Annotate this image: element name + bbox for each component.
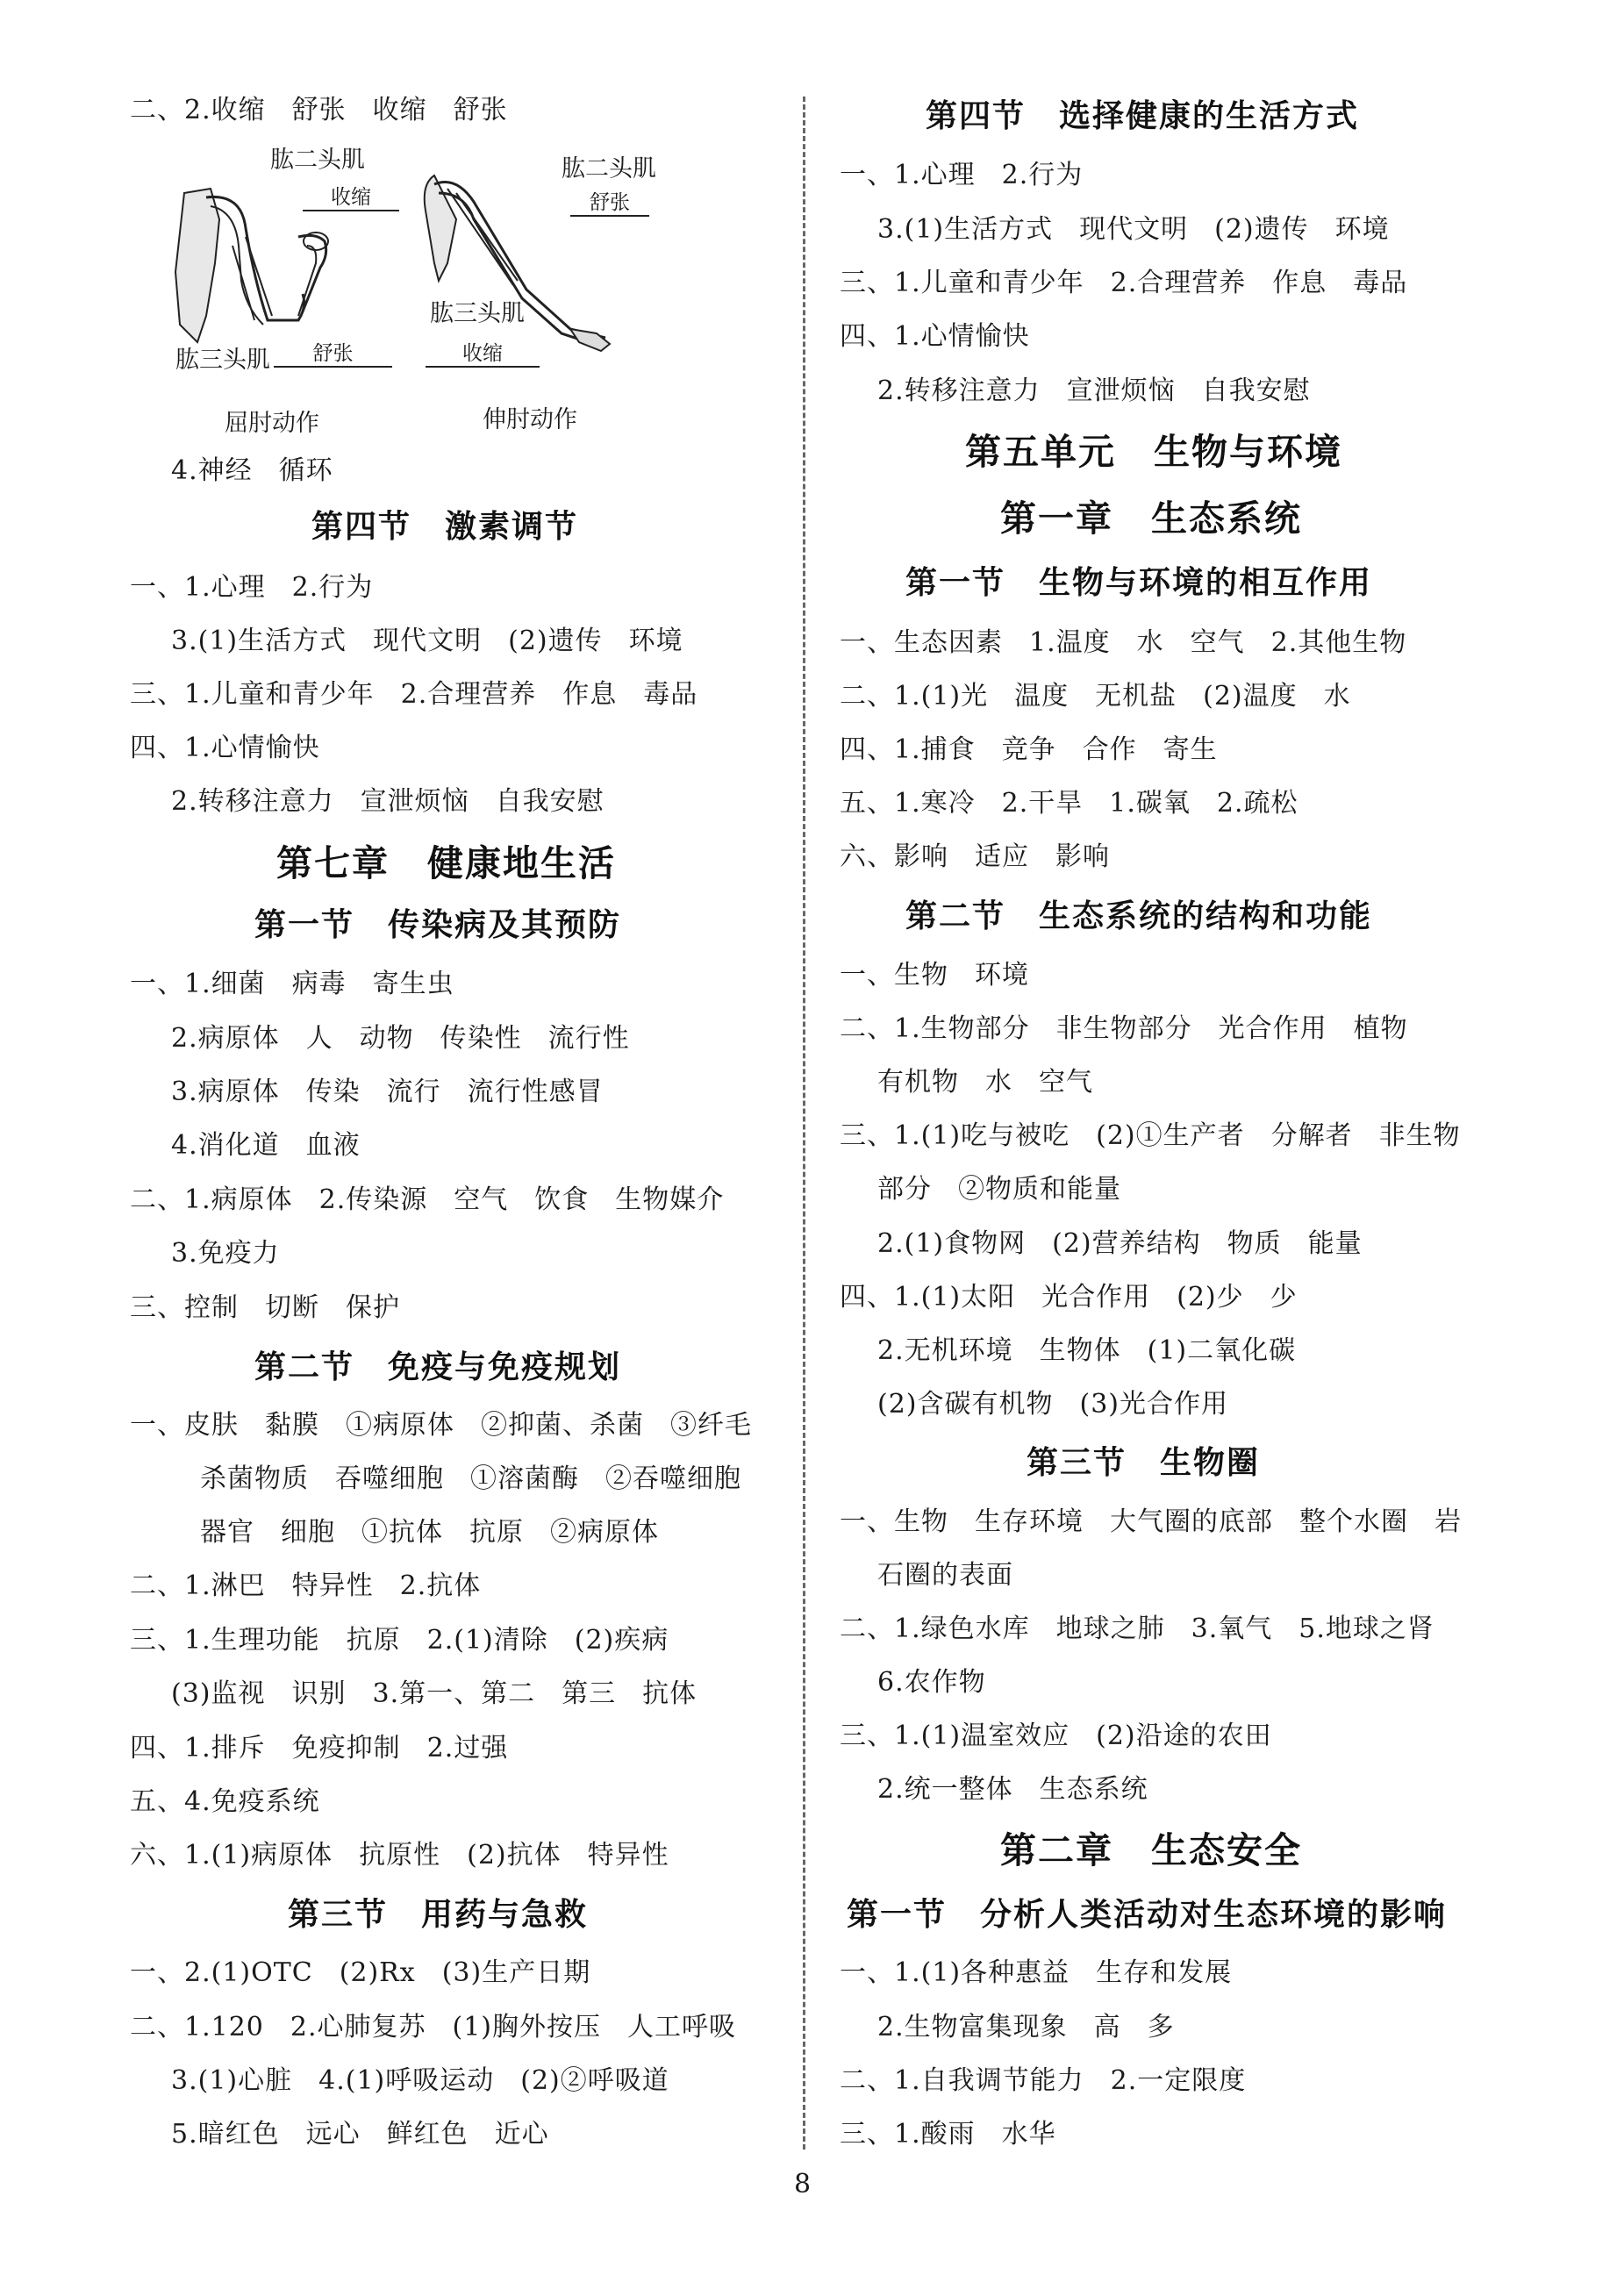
column-divider xyxy=(803,97,805,2150)
answer-item: 能量 xyxy=(1307,1228,1363,1259)
answer-item: 2.生物富集现象 xyxy=(877,2012,1068,2042)
chapter-heading: 第一章 生态系统 xyxy=(1000,497,1302,540)
answer-item: 1.心情愉快 xyxy=(184,733,320,763)
answer-item: 免疫抑制 xyxy=(291,1733,401,1763)
line-prefix: 三、 xyxy=(130,1625,184,1656)
answer-item: 3.(1)生活方式 xyxy=(171,626,347,656)
answer-item: 1.心情愉快 xyxy=(894,321,1030,352)
answer-item: 细胞 xyxy=(281,1517,335,1548)
answer-item: 2.收缩 xyxy=(184,95,266,125)
answer-item: 生物媒介 xyxy=(615,1184,725,1215)
answer-item: 吞噬细胞 xyxy=(335,1463,444,1494)
answer-item: 抗体 xyxy=(642,1678,698,1709)
answer-item: 器官 xyxy=(200,1517,254,1548)
answer-item: 收缩 xyxy=(372,95,427,125)
answer-item: 2.干旱 xyxy=(1001,788,1084,819)
answer-item: 抗原 xyxy=(346,1625,401,1656)
answer-item: 温度 xyxy=(1014,681,1070,712)
answer-line xyxy=(171,1020,630,1057)
answer-item: 水 xyxy=(1323,681,1351,712)
answer-line xyxy=(877,2009,1175,2046)
answer-item: 环境 xyxy=(1334,214,1390,245)
answer-item: 自我安慰 xyxy=(495,786,605,817)
answer-item: 2.(1)OTC xyxy=(184,1957,313,1988)
answer-item: 生物体 xyxy=(1039,1335,1121,1366)
section-heading: 第二节 免疫与免疫规划 xyxy=(254,1349,622,1385)
answer-item: (2)②呼吸道 xyxy=(520,2065,669,2096)
answer-item: 2.转移注意力 xyxy=(877,376,1041,406)
answer-item: 非生物 xyxy=(1378,1120,1461,1151)
answer-item: 杀菌物质 xyxy=(200,1463,309,1494)
answer-item: 现代文明 xyxy=(1079,214,1189,245)
answer-line xyxy=(171,1235,280,1272)
answer-line xyxy=(130,1730,508,1767)
answer-item: (2)少 xyxy=(1177,1282,1244,1313)
answer-item: 1.捕食 xyxy=(894,734,976,765)
answer-item: 5.地球之肾 xyxy=(1298,1613,1434,1644)
line-prefix: 三、 xyxy=(840,1120,894,1151)
line-prefix: 一、 xyxy=(840,627,894,658)
answer-item: 皮肤 xyxy=(184,1410,239,1441)
answer-item: 2.疏松 xyxy=(1216,788,1298,819)
answer-item: 饮食 xyxy=(534,1184,590,1215)
line-prefix: 二、 xyxy=(130,1184,184,1215)
answer-item: 舒张 xyxy=(453,95,508,125)
answer-item: 生态因素 xyxy=(894,627,1003,658)
answer-item: 生物 xyxy=(894,1506,948,1537)
answer-line xyxy=(840,1279,1298,1316)
answer-item: 1.碳氧 xyxy=(1109,788,1191,819)
flexion-arm-drawing xyxy=(175,189,328,342)
answer-item: 1.(1)吃与被吃 xyxy=(894,1120,1070,1151)
line-prefix: 一、 xyxy=(840,160,894,190)
answer-item: 光合作用 xyxy=(1218,1013,1327,1044)
answer-item: 3.免疫力 xyxy=(171,1238,280,1269)
answer-item: (2)疾病 xyxy=(574,1625,669,1656)
answer-item: ①病原体 xyxy=(346,1410,454,1441)
answer-line xyxy=(877,1557,1013,1594)
answer-item: 1.(1)病原体 xyxy=(184,1840,333,1871)
answer-line xyxy=(130,1407,752,1444)
unit-heading: 第五单元 生物与环境 xyxy=(965,431,1342,473)
answer-item: 现代文明 xyxy=(373,626,483,656)
answer-line xyxy=(171,2063,669,2100)
line-prefix: 四、 xyxy=(840,321,894,352)
extension-triceps-answer: 收缩 xyxy=(426,337,540,368)
line-prefix: 二、 xyxy=(130,95,184,125)
answer-line xyxy=(877,1386,1228,1423)
answer-line xyxy=(171,783,605,820)
answer-item: 1.心理 xyxy=(894,160,976,190)
answer-item: 寄生虫 xyxy=(372,969,454,999)
answer-item: 1.病原体 xyxy=(184,1184,293,1215)
answer-item: 宣泄烦恼 xyxy=(1066,376,1176,406)
answer-item: 水 xyxy=(1136,627,1164,658)
section-heading: 第一节 生物与环境的相互作用 xyxy=(905,565,1373,601)
answer-item: 特异性 xyxy=(587,1840,669,1871)
answer-item: 1.(1)各种惠益 xyxy=(894,1957,1070,1988)
answer-line xyxy=(877,1064,1093,1101)
answer-line xyxy=(840,1718,1272,1755)
answer-item: 保护 xyxy=(346,1292,400,1323)
answer-line xyxy=(877,1333,1296,1370)
answer-item: 2.(1)食物网 xyxy=(877,1228,1027,1259)
answer-line xyxy=(130,1568,481,1605)
answer-item: 2.心肺复苏 xyxy=(290,2012,426,2042)
extension-biceps-answer: 舒张 xyxy=(570,186,649,217)
answer-item: 生物 xyxy=(894,960,948,991)
answer-item: 1.寒冷 xyxy=(894,788,976,819)
answer-item: 非生物部分 xyxy=(1055,1013,1192,1044)
answer-item: ②抑菌、杀菌 xyxy=(481,1410,644,1441)
answer-item: 植物 xyxy=(1353,1013,1408,1044)
line-prefix: 四、 xyxy=(840,1282,894,1313)
answer-item: (2)Rx xyxy=(339,1957,416,1988)
line-prefix: 三、 xyxy=(840,1721,894,1751)
answer-line xyxy=(840,839,1110,876)
answer-line xyxy=(130,1955,590,1992)
answer-item: ②物质和能量 xyxy=(958,1174,1121,1205)
answer-item: 环境 xyxy=(975,960,1029,991)
answer-item: 影响 xyxy=(894,841,948,872)
answer-line xyxy=(840,1504,1462,1541)
answer-item: 寄生 xyxy=(1163,734,1218,765)
answer-item: 2.转移注意力 xyxy=(171,786,334,817)
answer-line xyxy=(171,2116,549,2153)
answer-item: (2)营养结构 xyxy=(1052,1228,1201,1259)
answer-item: 1.酸雨 xyxy=(894,2119,976,2150)
answer-item: 2.统一整体 xyxy=(877,1774,1013,1805)
answer-line xyxy=(840,957,1029,994)
answer-item: 无机盐 xyxy=(1095,681,1177,712)
answer-item: 切断 xyxy=(265,1292,319,1323)
answer-item: 2.过强 xyxy=(426,1733,509,1763)
line-prefix: 三、 xyxy=(840,2119,894,2150)
answer-item: 1.自我调节能力 xyxy=(894,2065,1084,2096)
answer-item: ①抗体 xyxy=(361,1517,443,1548)
answer-line xyxy=(200,1461,741,1498)
section-heading: 第二节 生态系统的结构和功能 xyxy=(905,898,1373,934)
answer-item: 1.生物部分 xyxy=(894,1013,1030,1044)
answer-item: 地球之肺 xyxy=(1055,1613,1165,1644)
line-prefix: 四、 xyxy=(840,734,894,765)
chapter-heading: 第七章 健康地生活 xyxy=(276,842,616,884)
line-prefix: 三、 xyxy=(840,268,894,298)
answer-item: 1.(1)光 xyxy=(894,681,989,712)
answer-item: 1.细菌 xyxy=(184,969,266,999)
answer-item: 传染性 xyxy=(440,1023,522,1054)
answer-item: 毒品 xyxy=(1353,268,1408,298)
answer-line xyxy=(130,966,454,1003)
answer-item: 大气圈的底部 xyxy=(1110,1506,1273,1537)
answer-item: 1.(1)太阳 xyxy=(894,1282,1016,1313)
answer-item: (1)二氧化碳 xyxy=(1147,1335,1297,1366)
answer-item: (1)胸外按压 xyxy=(452,2012,602,2042)
answer-item: 合作 xyxy=(1082,734,1137,765)
flexion-biceps-label: 肱二头肌 xyxy=(270,147,365,174)
answer-item: 岩 xyxy=(1434,1506,1462,1537)
answer-item: (3)监视 xyxy=(171,1678,266,1709)
answer-line xyxy=(130,1622,669,1659)
answer-item: 物质 xyxy=(1227,1228,1282,1259)
answer-item: (2)沿途的农田 xyxy=(1096,1721,1272,1751)
answer-item: 有机物 xyxy=(877,1067,959,1098)
page-number: 8 xyxy=(794,2169,812,2200)
answer-item: 1.淋巴 xyxy=(184,1570,266,1601)
answer-item: 4.免疫系统 xyxy=(184,1786,320,1817)
answer-item: 黏膜 xyxy=(265,1410,319,1441)
answer-item: 流行性感冒 xyxy=(467,1077,604,1107)
answer-item: 适应 xyxy=(975,841,1029,872)
answer-line xyxy=(840,625,1406,662)
answer-item: 4.(1)呼吸运动 xyxy=(318,2065,495,2096)
answer-item: ①溶菌酶 xyxy=(470,1463,579,1494)
line-prefix: 六、 xyxy=(840,841,894,872)
answer-item: 多 xyxy=(1147,2012,1175,2042)
answer-item: 特异性 xyxy=(291,1570,374,1601)
answer-item: 远心 xyxy=(305,2119,361,2150)
answer-item: 人工呼吸 xyxy=(627,2012,737,2042)
answer-item: 6.农作物 xyxy=(877,1667,986,1698)
answer-item: 生存环境 xyxy=(975,1506,1084,1537)
answer-item: 水华 xyxy=(1001,2119,1056,2150)
line-prefix: 五、 xyxy=(840,788,894,819)
answer-item: 1.心理 xyxy=(184,572,266,603)
arm-muscle-figure xyxy=(158,140,656,456)
answer-item: ②病原体 xyxy=(550,1517,659,1548)
answer-item: 空气 xyxy=(1039,1067,1093,1098)
answer-item: 病毒 xyxy=(291,969,347,999)
answer-line xyxy=(840,1955,1232,1992)
answer-item: 识别 xyxy=(291,1678,347,1709)
answer-line xyxy=(877,1771,1148,1808)
answer-line xyxy=(840,265,1407,302)
line-prefix: 五、 xyxy=(130,1786,184,1817)
answer-item: 动物 xyxy=(359,1023,414,1054)
answer-item: ③纤毛 xyxy=(670,1410,752,1441)
answer-item: 空气 xyxy=(1190,627,1245,658)
section-heading: 第三节 生物圈 xyxy=(1027,1445,1261,1481)
answer-item: (3)光合作用 xyxy=(1079,1389,1228,1420)
answer-item: 光合作用 xyxy=(1041,1282,1151,1313)
section-heading: 第一节 分析人类活动对生态环境的影响 xyxy=(847,1897,1448,1933)
answer-item: 2.(1)清除 xyxy=(426,1625,548,1656)
answer-item: 近心 xyxy=(494,2119,549,2150)
line-prefix: 四、 xyxy=(130,1733,184,1763)
answer-item: 抗原性 xyxy=(359,1840,441,1871)
line-prefix: 一、 xyxy=(840,960,894,991)
answer-item: 2.无机环境 xyxy=(877,1335,1013,1366)
answer-item: 循环 xyxy=(278,455,333,486)
extension-biceps-label: 肱二头肌 xyxy=(562,155,656,182)
answer-item: 整个水圈 xyxy=(1299,1506,1408,1537)
answer-item: 1.绿色水库 xyxy=(894,1613,1030,1644)
answer-item: 3.(1)生活方式 xyxy=(877,214,1054,245)
answer-line xyxy=(840,2116,1056,2153)
answer-item: 5.暗红色 xyxy=(171,2119,280,2150)
answer-item: 舒张 xyxy=(291,95,347,125)
answer-item: 1.排斥 xyxy=(184,1733,266,1763)
line-prefix: 二、 xyxy=(130,1570,184,1601)
answer-item: 2.抗体 xyxy=(399,1570,482,1601)
answer-item: 1.儿童和青少年 xyxy=(894,268,1084,298)
answer-item: 鲜红色 xyxy=(386,2119,469,2150)
answer-line xyxy=(130,1182,724,1219)
answer-line xyxy=(877,373,1311,410)
answer-item: 4.神经 xyxy=(171,455,253,486)
line-prefix: 二、 xyxy=(840,681,894,712)
answer-item: 作息 xyxy=(562,679,618,710)
answer-line xyxy=(840,1118,1461,1155)
answer-item: 生态系统 xyxy=(1039,1774,1148,1805)
line-prefix: 一、 xyxy=(840,1506,894,1537)
answer-line xyxy=(130,1837,669,1874)
line-prefix: 三、 xyxy=(130,1292,184,1323)
answer-line xyxy=(130,569,373,606)
answer-line xyxy=(171,1074,604,1111)
line-prefix: 二、 xyxy=(840,1613,894,1644)
answer-item: 2.合理营养 xyxy=(400,679,537,710)
answer-item: (2)遗传 xyxy=(508,626,603,656)
answer-item: 宣泄烦恼 xyxy=(360,786,469,817)
line-prefix: 二、 xyxy=(840,2065,894,2096)
answer-item: 毒品 xyxy=(643,679,698,710)
answer-item: 高 xyxy=(1093,2012,1121,2042)
answer-item: 2.行为 xyxy=(1001,160,1084,190)
answer-item: 1.120 xyxy=(184,2012,264,2042)
line-prefix: 一、 xyxy=(840,1957,894,1988)
answer-item: 2.传染源 xyxy=(318,1184,428,1215)
answer-item: 3.第一、第二 xyxy=(372,1678,536,1709)
answer-line xyxy=(171,1127,361,1164)
answer-line xyxy=(840,157,1083,194)
answer-item: 少 xyxy=(1270,1282,1298,1313)
answer-item: 2.一定限度 xyxy=(1110,2065,1247,2096)
flexion-caption: 屈肘动作 xyxy=(225,410,319,437)
answer-item: 3.氧气 xyxy=(1191,1613,1273,1644)
line-prefix: 一、 xyxy=(130,1957,184,1988)
answer-item: (2)抗体 xyxy=(467,1840,562,1871)
answer-line xyxy=(130,676,698,713)
answer-line xyxy=(171,1676,697,1713)
answer-item: 抗原 xyxy=(469,1517,524,1548)
answer-line xyxy=(840,1611,1434,1648)
answer-item: 分解者 xyxy=(1270,1120,1353,1151)
line-prefix: 三、 xyxy=(130,679,184,710)
answer-item: 自我安慰 xyxy=(1201,376,1311,406)
answer-line xyxy=(877,211,1390,248)
answer-item: 生存和发展 xyxy=(1096,1957,1233,1988)
answer-line xyxy=(130,2009,736,2046)
answer-item: ②吞噬细胞 xyxy=(605,1463,741,1494)
line-prefix: 四、 xyxy=(130,733,184,763)
answer-line xyxy=(200,1514,659,1551)
answer-item: 血液 xyxy=(305,1130,361,1161)
answer-line xyxy=(130,92,508,129)
answer-item: 竞争 xyxy=(1001,734,1056,765)
answer-item: 人 xyxy=(305,1023,333,1054)
line-prefix: 二、 xyxy=(130,2012,184,2042)
section-heading: 第三节 用药与急救 xyxy=(288,1897,589,1933)
answer-line xyxy=(840,318,1030,355)
answer-line xyxy=(130,1290,400,1327)
extension-triceps-label: 肱三头肌 xyxy=(430,300,525,327)
answer-line xyxy=(840,678,1351,715)
answer-line xyxy=(840,785,1298,822)
answer-item: 3.(1)心脏 xyxy=(171,2065,293,2096)
answer-item: (2)遗传 xyxy=(1214,214,1309,245)
answer-item: 影响 xyxy=(1055,841,1110,872)
answer-item: (2)温度 xyxy=(1203,681,1298,712)
answer-line xyxy=(840,732,1218,769)
answer-item: 4.消化道 xyxy=(171,1130,280,1161)
answer-line xyxy=(877,1664,986,1701)
answer-item: (3)生产日期 xyxy=(441,1957,591,1988)
answer-line xyxy=(171,623,683,660)
section-heading: 第一节 传染病及其预防 xyxy=(254,907,622,943)
section-heading: 第四节 选择健康的生活方式 xyxy=(926,98,1360,134)
section-heading: 第四节 激素调节 xyxy=(311,509,579,545)
answer-line xyxy=(877,1171,1121,1208)
answer-item: 部分 xyxy=(877,1174,932,1205)
answer-item: 2.合理营养 xyxy=(1110,268,1247,298)
answer-item: (2)①生产者 xyxy=(1096,1120,1245,1151)
line-prefix: 一、 xyxy=(130,1410,184,1441)
answer-item: 3.病原体 xyxy=(171,1077,280,1107)
line-prefix: 二、 xyxy=(840,1013,894,1044)
answer-line xyxy=(130,1784,320,1821)
chapter-heading: 第二章 生态安全 xyxy=(1000,1829,1302,1871)
answer-item: 水 xyxy=(985,1067,1012,1098)
extension-caption: 伸肘动作 xyxy=(483,406,577,433)
answer-item: 1.儿童和青少年 xyxy=(184,679,375,710)
line-prefix: 一、 xyxy=(130,572,184,603)
line-prefix: 一、 xyxy=(130,969,184,999)
answer-item: 石圈的表面 xyxy=(877,1560,1013,1591)
flexion-triceps-answer: 舒张 xyxy=(274,337,392,368)
answer-line xyxy=(840,1011,1408,1048)
answer-item: 流行 xyxy=(386,1077,441,1107)
answer-item: 2.行为 xyxy=(291,572,374,603)
answer-line xyxy=(877,1226,1363,1263)
answer-item: 1.温度 xyxy=(1029,627,1111,658)
answer-item: 2.其他生物 xyxy=(1270,627,1407,658)
answer-item: 控制 xyxy=(184,1292,239,1323)
answer-item: (2)含碳有机物 xyxy=(877,1389,1054,1420)
answer-item: 1.(1)温室效应 xyxy=(894,1721,1070,1751)
flexion-biceps-answer: 收缩 xyxy=(303,181,399,211)
answer-item: 环境 xyxy=(628,626,683,656)
answer-item: 1.生理功能 xyxy=(184,1625,320,1656)
answer-item: 2.病原体 xyxy=(171,1023,280,1054)
line-prefix: 六、 xyxy=(130,1840,184,1871)
answer-line xyxy=(840,2063,1246,2100)
answer-line xyxy=(171,453,333,490)
answer-item: 作息 xyxy=(1272,268,1327,298)
answer-line xyxy=(130,730,320,767)
answer-item: 空气 xyxy=(454,1184,509,1215)
flexion-triceps-label: 肱三头肌 xyxy=(175,347,270,374)
answer-item: 流行性 xyxy=(547,1023,630,1054)
answer-item: 第三 xyxy=(562,1678,617,1709)
answer-item: 传染 xyxy=(305,1077,361,1107)
